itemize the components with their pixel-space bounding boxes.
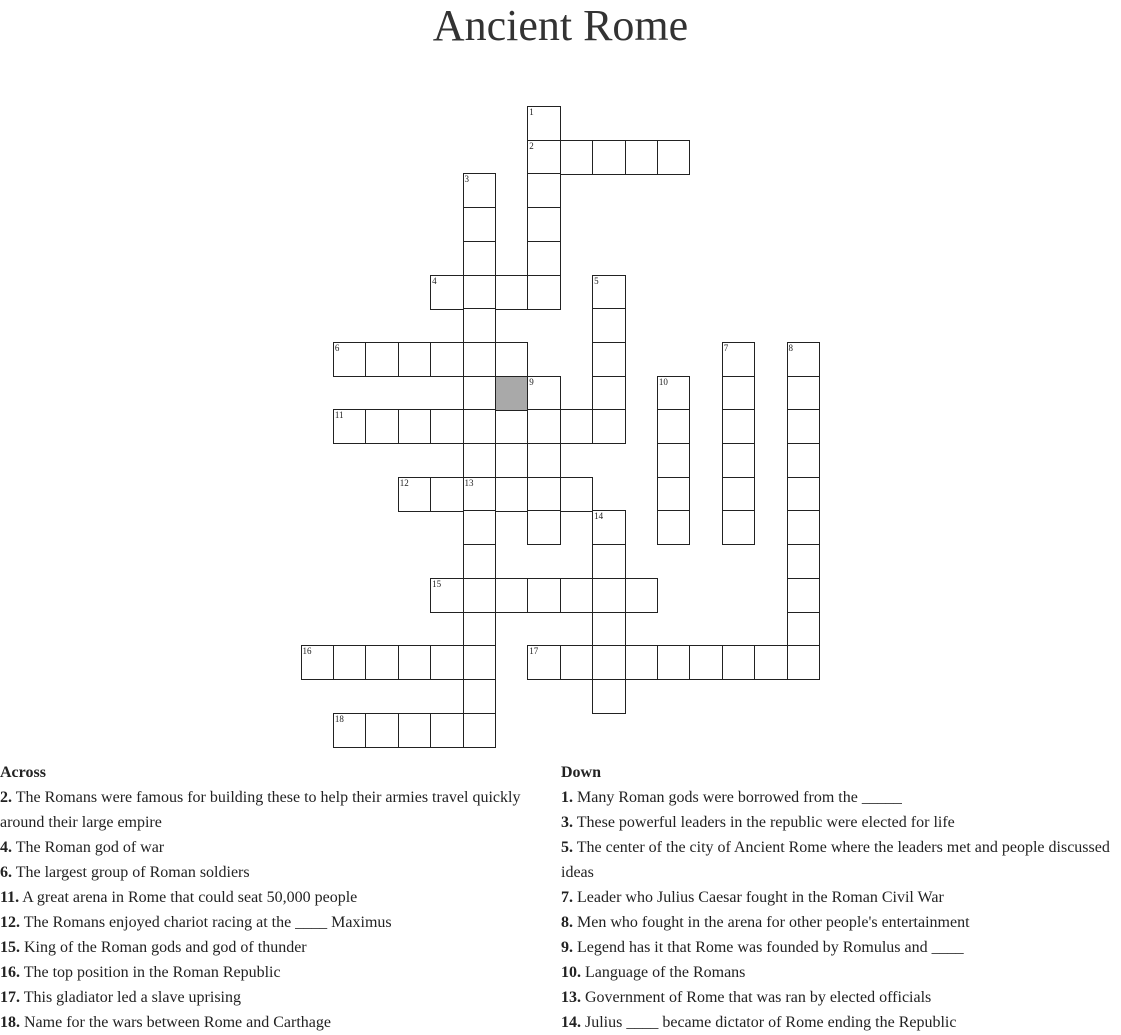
clue-item: [0, 935, 540, 960]
crossword-cell[interactable]: [430, 477, 464, 512]
crossword-cell[interactable]: [463, 477, 497, 512]
crossword-cell[interactable]: [463, 544, 497, 579]
crossword-cell[interactable]: [592, 308, 626, 343]
clue-text: These powerful leaders in the republic were elected for life: [576, 814, 955, 831]
crossword-cell[interactable]: [463, 308, 497, 343]
cell-number: 2: [529, 140, 534, 151]
crossword-cell[interactable]: [527, 645, 561, 680]
crossword-cell[interactable]: [657, 140, 691, 175]
clue-item: [0, 910, 540, 935]
clue-item: [561, 785, 1116, 810]
clue-item: [0, 985, 540, 1010]
crossword-cell[interactable]: [787, 645, 821, 680]
clue-item: [0, 785, 540, 835]
crossword-cell[interactable]: [527, 140, 561, 175]
crossword-cell[interactable]: [430, 578, 464, 613]
cell-number: 14: [594, 511, 604, 522]
clue-number: 5.: [561, 839, 573, 856]
crossword-cell[interactable]: [398, 342, 432, 377]
clue-text: This gladiator led a slave uprising: [23, 989, 241, 1006]
clue-text: Men who fought in the arena for other people's entertainment: [577, 914, 970, 931]
cell-number: 16: [302, 646, 312, 657]
crossword-cell[interactable]: [787, 376, 821, 411]
crossword-cell[interactable]: [430, 713, 464, 748]
clue-number: 10.: [561, 964, 581, 981]
crossword-cell[interactable]: [592, 140, 626, 175]
clue-item: [561, 835, 1116, 885]
crossword-cell[interactable]: [333, 713, 367, 748]
cell-number: 1: [529, 107, 534, 117]
clue-text: A great arena in Rome that could seat 50,000 people: [22, 889, 358, 906]
clue-number: 3.: [561, 814, 573, 831]
crossword-cell[interactable]: [463, 409, 497, 444]
clue-item: [0, 860, 540, 885]
clue-text: The Roman god of war: [15, 839, 165, 856]
crossword-cell[interactable]: [592, 409, 626, 444]
crossword-cell[interactable]: [463, 713, 497, 748]
clue-number: 14.: [561, 1014, 581, 1031]
crossword-cell[interactable]: [787, 443, 821, 478]
crossword-cell[interactable]: [301, 645, 335, 680]
crossword-cell[interactable]: [463, 612, 497, 647]
crossword-cell[interactable]: [722, 510, 756, 545]
crossword-cell[interactable]: [657, 409, 691, 444]
crossword-cell[interactable]: [463, 510, 497, 545]
cell-number: 6: [334, 342, 340, 353]
crossword-cell[interactable]: [365, 342, 399, 377]
cell-number: 13: [464, 477, 474, 488]
crossword-cell[interactable]: [592, 679, 626, 714]
crossword-cell[interactable]: [527, 106, 561, 141]
clue-number: 4.: [0, 839, 12, 856]
crossword-cell[interactable]: [495, 409, 529, 444]
clue-item: [0, 835, 540, 860]
crossword-cell[interactable]: [592, 645, 626, 680]
clue-text: The Romans were famous for building these to help their armies travel quickly around their large empire: [0, 789, 521, 831]
cell-number: 11: [334, 410, 344, 421]
crossword-cell[interactable]: [787, 578, 821, 613]
crossword-cell[interactable]: [463, 645, 497, 680]
crossword-cell[interactable]: [527, 275, 561, 310]
crossword-cell[interactable]: [463, 679, 497, 714]
crossword-cell[interactable]: [527, 376, 561, 411]
puzzle-title: Ancient Rome: [432, 1, 689, 50]
crossword-cell[interactable]: [722, 477, 756, 512]
clue-text: King of the Roman gods and god of thunder: [24, 939, 307, 956]
crossword-cell[interactable]: [625, 140, 659, 175]
crossword-cell[interactable]: [527, 241, 561, 276]
clue-text: Language of the Romans: [585, 964, 746, 981]
clue-number: 16.: [0, 964, 20, 981]
clue-item: [561, 1010, 1116, 1035]
across-heading: Across: [0, 764, 46, 781]
clue-number: 1.: [561, 789, 573, 806]
clue-number: 8.: [561, 914, 573, 931]
cell-number: 5: [594, 275, 599, 286]
crossword-cell[interactable]: [365, 713, 399, 748]
crossword-cell[interactable]: [430, 275, 464, 310]
crossword-cell[interactable]: [787, 342, 821, 377]
across-clue-list: [0, 785, 540, 1035]
crossword-cell[interactable]: [365, 645, 399, 680]
crossword-cell[interactable]: [657, 376, 691, 411]
clue-item: [561, 985, 1116, 1010]
crossword-cell[interactable]: [463, 376, 497, 411]
crossword-cell[interactable]: [592, 544, 626, 579]
crossword-cell[interactable]: [657, 477, 691, 512]
crossword-cell[interactable]: [527, 207, 561, 242]
clue-item: [0, 1010, 540, 1035]
crossword-cell[interactable]: [722, 645, 756, 680]
crossword-cell[interactable]: [689, 645, 723, 680]
clue-number: 7.: [561, 889, 573, 906]
crossword-cell[interactable]: [657, 645, 691, 680]
down-clues: [561, 760, 1116, 1035]
crossword-cell[interactable]: [463, 578, 497, 613]
clue-item: [561, 885, 1116, 910]
crossword-cell[interactable]: [430, 342, 464, 377]
crossword-cell[interactable]: [787, 510, 821, 545]
crossword-cell[interactable]: [625, 645, 659, 680]
crossword-cell[interactable]: [398, 409, 432, 444]
clue-item: [561, 960, 1116, 985]
clue-text: The largest group of Roman soldiers: [15, 864, 250, 881]
crossword-cell[interactable]: [495, 275, 529, 310]
clue-text: Government of Rome that was ran by elected officials: [585, 989, 932, 1006]
crossword-cell[interactable]: [365, 409, 399, 444]
down-heading: Down: [561, 764, 602, 781]
crossword-cell[interactable]: [527, 173, 561, 208]
clue-text: Leader who Julius Caesar fought in the Roman Civil War: [577, 889, 944, 906]
cell-number: 15: [432, 578, 442, 589]
clue-number: 15.: [0, 939, 20, 956]
clue-number: 13.: [561, 989, 581, 1006]
shaded-cell: [495, 376, 529, 411]
cell-number: 18: [334, 713, 344, 724]
crossword-cell[interactable]: [722, 443, 756, 478]
down-clue-list: [561, 785, 1116, 1035]
clue-text: Many Roman gods were borrowed from the _____: [577, 789, 902, 806]
crossword-cell[interactable]: [463, 275, 497, 310]
clue-item: [0, 960, 540, 985]
crossword-cell[interactable]: [592, 342, 626, 377]
crossword-cell[interactable]: [495, 578, 529, 613]
crossword-cell[interactable]: [787, 544, 821, 579]
crossword-cell[interactable]: [398, 713, 432, 748]
crossword-cell[interactable]: [787, 612, 821, 647]
crossword-cell[interactable]: [495, 477, 529, 512]
crossword-cell[interactable]: [333, 645, 367, 680]
crossword-cell[interactable]: [430, 409, 464, 444]
cell-number: 3: [464, 174, 469, 185]
crossword-cell[interactable]: [722, 376, 756, 411]
crossword-cell[interactable]: [463, 443, 497, 478]
clue-item: [561, 810, 1116, 835]
clue-number: 17.: [0, 989, 20, 1006]
clue-text: The top position in the Roman Republic: [23, 964, 281, 981]
cell-number: 12: [399, 477, 409, 488]
cell-number: 10: [658, 376, 668, 387]
clue-number: 6.: [0, 864, 12, 881]
crossword-cell[interactable]: [527, 578, 561, 613]
crossword-cell[interactable]: [560, 578, 594, 613]
crossword-cell[interactable]: [527, 443, 561, 478]
clue-text: The center of the city of Ancient Rome where the leaders met and people discussed ideas: [561, 839, 1110, 881]
cell-number: 7: [723, 342, 729, 353]
crossword-cell[interactable]: [560, 140, 594, 175]
crossword-cell[interactable]: [657, 510, 691, 545]
clue-number: 9.: [561, 939, 573, 956]
crossword-cell[interactable]: [463, 342, 497, 377]
crossword-cell[interactable]: [625, 578, 659, 613]
crossword-cell[interactable]: [560, 645, 594, 680]
crossword-cell[interactable]: [592, 275, 626, 310]
crossword-cell[interactable]: [495, 342, 529, 377]
clue-item: [561, 935, 1116, 960]
crossword-cell[interactable]: [527, 409, 561, 444]
crossword-cell[interactable]: [722, 342, 756, 377]
crossword-cell[interactable]: [560, 477, 594, 512]
crossword-cell[interactable]: [657, 443, 691, 478]
clue-text: Legend has it that Rome was founded by Romulus and ____: [577, 939, 964, 956]
cell-number: 9: [529, 376, 534, 387]
across-clues: [0, 760, 540, 1035]
clue-text: Julius ____ became dictator of Rome ending the Republic: [585, 1014, 957, 1031]
crossword-cell[interactable]: [463, 173, 497, 208]
crossword-cell[interactable]: [592, 376, 626, 411]
crossword-cell[interactable]: [754, 645, 788, 680]
crossword-cell[interactable]: [592, 578, 626, 613]
crossword-cell[interactable]: [527, 477, 561, 512]
crossword-cell[interactable]: [333, 409, 367, 444]
crossword-cell[interactable]: [592, 612, 626, 647]
crossword-cell[interactable]: [398, 477, 432, 512]
crossword-cell[interactable]: [398, 645, 432, 680]
crossword-cell[interactable]: [787, 477, 821, 512]
clue-number: 2.: [0, 789, 12, 806]
crossword-cell[interactable]: [560, 409, 594, 444]
clue-item: [0, 885, 540, 910]
clue-item: [561, 910, 1116, 935]
clue-text: Name for the wars between Rome and Carthage: [24, 1014, 331, 1031]
crossword-cell[interactable]: [333, 342, 367, 377]
crossword-cell[interactable]: [463, 241, 497, 276]
crossword-cell[interactable]: [722, 409, 756, 444]
crossword-cell[interactable]: [592, 510, 626, 545]
clue-text: The Romans enjoyed chariot racing at the ____ Maximus: [23, 914, 392, 931]
clue-number: 18.: [0, 1014, 20, 1031]
crossword-cell[interactable]: [463, 207, 497, 242]
crossword-cell[interactable]: [430, 645, 464, 680]
clue-number: 12.: [0, 914, 20, 931]
crossword-cell[interactable]: [787, 409, 821, 444]
crossword-cell[interactable]: [527, 510, 561, 545]
cell-number: 4: [432, 275, 437, 286]
clue-number: 11.: [0, 889, 20, 906]
cell-number: 17: [529, 646, 539, 657]
cell-number: 8: [788, 342, 793, 353]
